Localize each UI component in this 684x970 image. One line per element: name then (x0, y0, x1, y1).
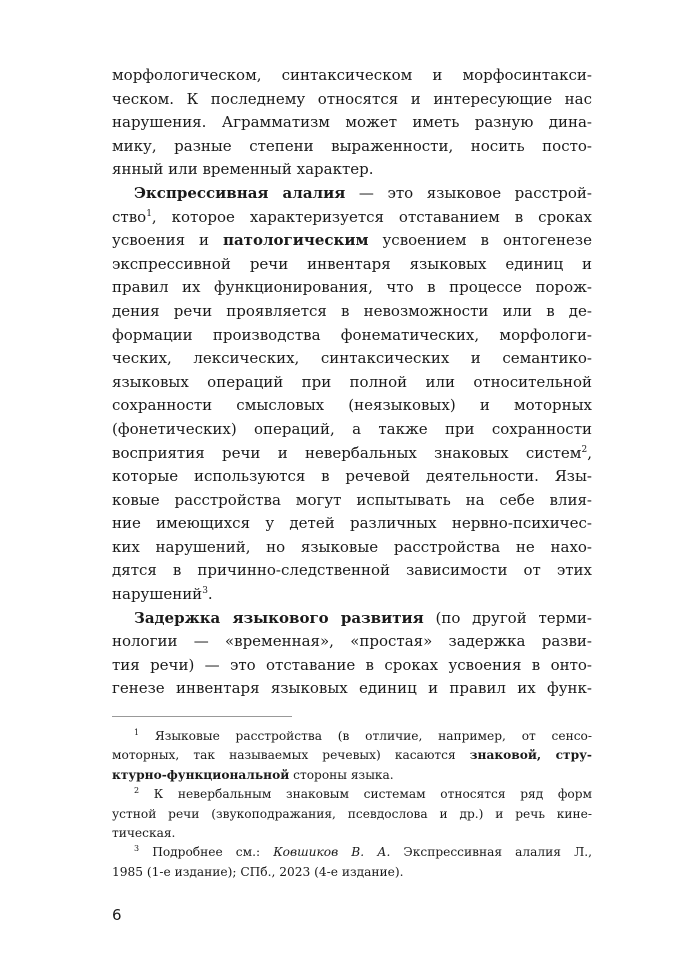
text-line: усвоения и патологическим усвоением в онтогенезе (112, 231, 592, 250)
footnote-line: $^2$ К невербальным знаковым системам относятся ряд форм (134, 786, 592, 802)
paragraph-1 (112, 64, 592, 182)
text-line: восприятия речи и невербальных знаковых систем$^2$, (112, 443, 592, 462)
footnote-line: устной речи (звукоподражания, псевдослова и др.) и речь кине- (112, 806, 592, 821)
text-line: сохранности смысловых (неязыковых) и моторных (112, 396, 592, 415)
text-line: правил их функционирования, что в процессе порож- (112, 278, 592, 297)
text-line: дятся в причинно-следственной зависимости от этих (112, 561, 592, 580)
paragraph-3 (112, 607, 592, 701)
main-text (112, 64, 592, 701)
text-line: формации производства фонематических, морфологи- (112, 325, 592, 344)
text-line: ких нарушений, но языковые расстройства не нахо- (112, 537, 592, 556)
text-line: которые используются в речевой деятельности. Язы- (112, 467, 592, 486)
paragraph-2 (112, 182, 592, 607)
text-line: языковых операций при полной или относительной (112, 372, 592, 391)
footnote-ref-1[interactable]: 1 (146, 208, 152, 219)
text-line: ческом. К последнему относятся и интересующие нас (112, 89, 592, 108)
text-line: нологии — «временная», «простая» задержка разви- (112, 632, 592, 651)
term-expressive-alalia: Экспрессивная алалия (134, 183, 346, 202)
footnote-line: $^1$ Языковые расстройства (в отличие, например, от сенсо- (134, 728, 592, 743)
text-line: генезе инвентаря языковых единиц и правил их функ- (112, 679, 592, 698)
text-line: ковые расстройства могут испытывать на себе влия- (112, 490, 592, 509)
footnote-2 (112, 785, 592, 843)
text-line: мику, разные степени выраженности, носить посто- (112, 136, 592, 155)
text-line: нарушения. Аграмматизм может иметь разную дина- (112, 113, 592, 132)
footnote-line: моторных, так называемых речевых) касаются знаковой, стру- (112, 748, 592, 763)
text-line: (фонетических) операций, а также при сохранности (112, 419, 592, 438)
text-line: ческих, лексических, синтаксических и семантико- (112, 349, 592, 368)
text-line: дения речи проявляется в невозможности или в де- (112, 301, 592, 320)
text-line: Задержка языкового развития (по другой терми- (134, 608, 592, 627)
footnote-divider (112, 716, 292, 717)
term-language-delay: Задержка языкового развития (134, 608, 424, 627)
footnote-line: $^3$ Подробнее см.: Ковшиков В. А. Экспрессивная алалия Л., (134, 844, 593, 860)
text-line: тия речи) — это отставание в сроках усвоения в онто- (112, 655, 592, 674)
page-number: 6 (112, 906, 122, 924)
footnote-ref-2[interactable]: 2 (581, 444, 588, 455)
text-line: ство$^1$, которое характеризуется отставанием в сроках (112, 207, 592, 226)
footnote-line: тическая. (112, 825, 176, 840)
footnote-line: 1985 (1-е издание); СПб., 2023 (4-е издание). (112, 864, 404, 879)
text-line: ние имеющихся у детей различных нервно-психичес- (112, 514, 592, 533)
footnotes (112, 727, 592, 882)
text-line: нарушений$^3$. (112, 585, 213, 604)
text-line: экспрессивной речи инвентаря языковых единиц и (112, 254, 592, 273)
footnote-1 (112, 727, 592, 785)
footnote-line: ктурно-функциональной стороны языка. (112, 767, 394, 782)
footnote-ref-3[interactable]: 3 (202, 586, 208, 597)
footnote-3 (112, 843, 592, 882)
text-line: янный или временный характер. (112, 160, 374, 179)
text-line: морфологическом, синтаксическом и морфосинтакси- (112, 66, 592, 84)
text-line: Экспрессивная алалия — это языковое расстрой- (134, 183, 592, 202)
